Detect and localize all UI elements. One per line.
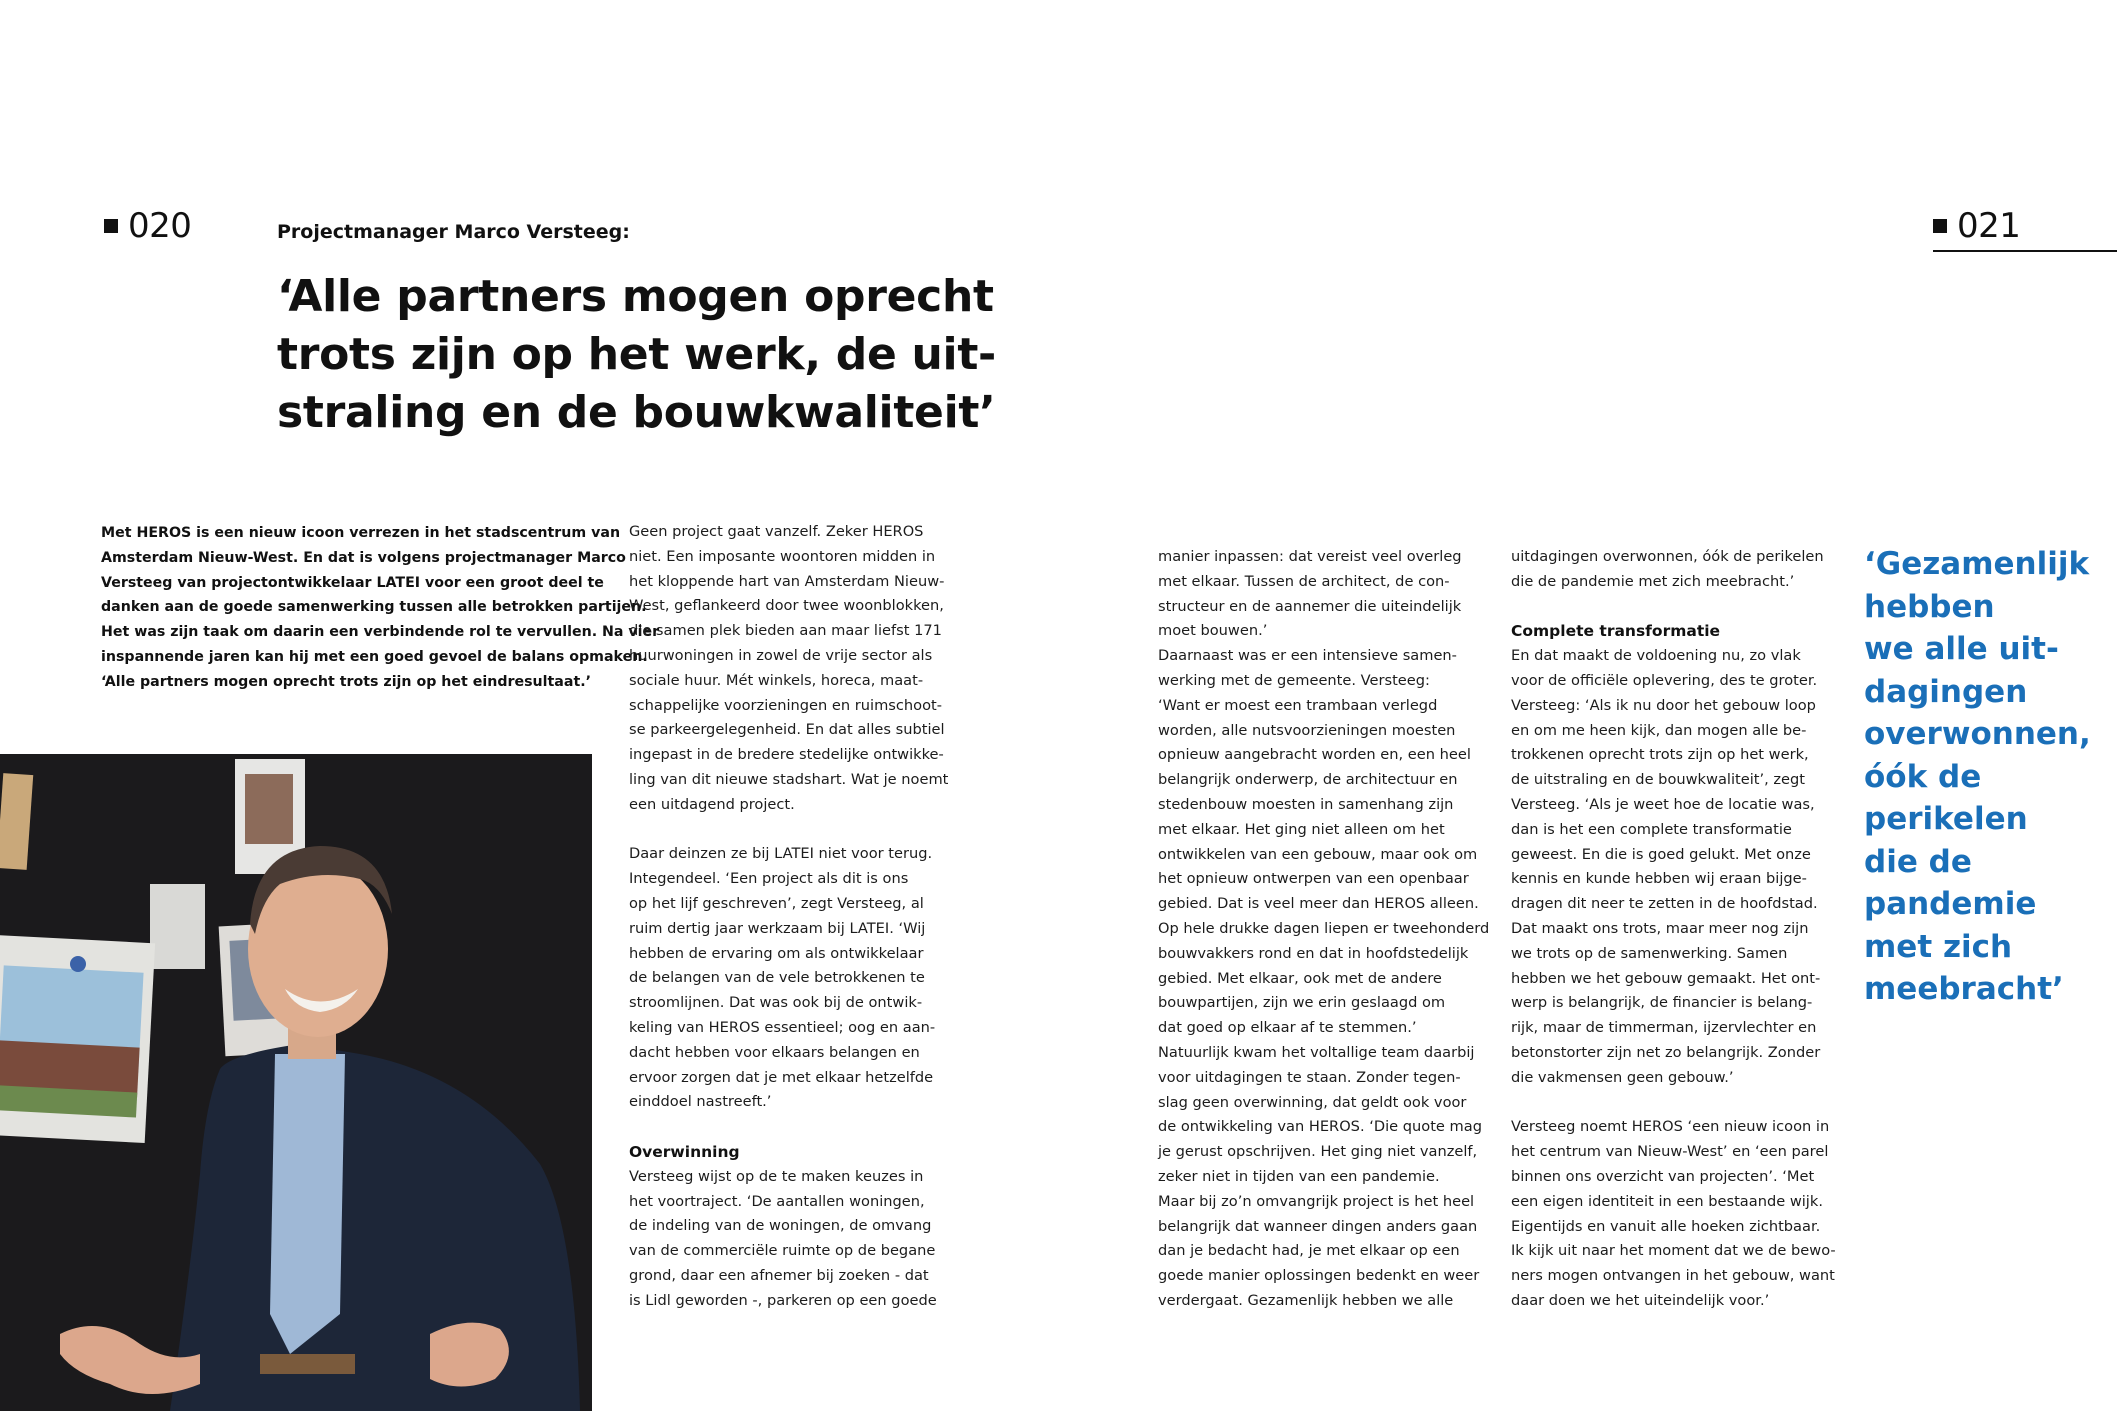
- body-line: die vakmensen geen gebouw.’: [1511, 1068, 1734, 1086]
- pull-quote-line: die de: [1864, 843, 1972, 880]
- headline: [277, 268, 996, 442]
- body-line: we trots op de samenwerking. Samen: [1511, 944, 1788, 962]
- body-line: een uitdagend project.: [629, 795, 795, 813]
- body-line: goede manier oplossingen bedenkt en weer: [1158, 1267, 1480, 1285]
- body-line: je gerust opschrijven. Het ging niet vanzelf,: [1158, 1143, 1478, 1161]
- header-rule: [1933, 250, 2117, 252]
- body-line: gebied. Met elkaar, ook met de andere: [1158, 969, 1442, 987]
- body-line: Geen project gaat vanzelf. Zeker HEROS: [629, 523, 924, 540]
- page-number-marker: [1933, 219, 1947, 233]
- body-line: de belangen van de vele betrokkenen te: [629, 969, 925, 987]
- body-line: hebben we het gebouw gemaakt. Het ont-: [1511, 969, 1821, 987]
- body-line: hebben de ervaring om als ontwikkelaar: [629, 944, 924, 962]
- body-line: Ik kijk uit naar het moment dat we de bewo-: [1511, 1242, 1836, 1260]
- body-line: dan je bedacht had, je met elkaar op een: [1158, 1242, 1460, 1260]
- body-line: het centrum van Nieuw-West’ en ‘een parel: [1511, 1143, 1829, 1161]
- paragraph-gap: [629, 818, 948, 843]
- pull-quote-line: pandemie: [1864, 886, 2037, 922]
- paragraph-gap: [1511, 1091, 1836, 1116]
- pull-quote-line: overwonnen,: [1864, 716, 2091, 752]
- page-number-left: [104, 206, 191, 246]
- body-line: en om me heen kijk, dan mogen alle be-: [1511, 721, 1807, 739]
- body-line: bouwpartijen, zijn we erin geslaagd om: [1158, 994, 1446, 1012]
- pull-quote-line: met zich: [1864, 928, 2013, 965]
- body-line: worden, alle nutsvoorzieningen moesten: [1158, 721, 1456, 739]
- body-line: verdergaat. Gezamenlijk hebben we alle: [1158, 1291, 1454, 1309]
- body-line: met elkaar. Het ging niet alleen om het: [1158, 820, 1445, 838]
- body-line: Natuurlijk kwam het voltallige team daarbij: [1158, 1043, 1475, 1061]
- portrait-illustration: [0, 754, 592, 1411]
- intro-line: Amsterdam Nieuw-West. En dat is volgens projectmanager Marco: [101, 549, 626, 566]
- body-line: huurwoningen in zowel de vrije sector als: [629, 646, 933, 664]
- body-line: keling van HEROS essentieel; oog en aan-: [629, 1018, 936, 1036]
- body-line: ruim dertig jaar werkzaam bij LATEI. ‘Wij: [629, 919, 926, 937]
- body-line: het opnieuw ontwerpen van een openbaar: [1158, 870, 1469, 888]
- body-line: ners mogen ontvangen in het gebouw, want: [1511, 1267, 1835, 1285]
- body-line: structeur en de aannemer die uiteindelijk: [1158, 597, 1462, 615]
- headline-line: trots zijn op het werk, de uit-: [277, 329, 997, 380]
- page-number-left-text: 020: [128, 206, 192, 246]
- headline-line: ‘Alle partners mogen oprecht: [277, 271, 994, 322]
- body-line: se parkeergelegenheid. En dat alles subtiel: [629, 721, 945, 739]
- body-line: dragen dit neer te zetten in de hoofdstad.: [1511, 895, 1818, 913]
- paragraph-gap: [629, 1115, 948, 1140]
- body-line: En dat maakt de voldoening nu, zo vlak: [1511, 647, 1801, 665]
- section-heading: Overwinning: [629, 1142, 740, 1161]
- body-line: manier inpassen: dat vereist veel overleg: [1158, 548, 1462, 565]
- page-number-right-text: 021: [1957, 206, 2021, 246]
- body-line: Versteeg. ‘Als je weet hoe de locatie was,: [1511, 795, 1815, 813]
- body-line: grond, daar een afnemer bij zoeken - dat: [629, 1266, 929, 1284]
- body-line: zeker niet in tijden van een pandemie.: [1158, 1167, 1440, 1185]
- body-line: opnieuw aangebracht worden en, een heel: [1158, 746, 1471, 764]
- pull-quote-line: ‘Gezamenlijk: [1864, 546, 2090, 582]
- body-line: die de pandemie met zich meebracht.’: [1511, 572, 1795, 590]
- kicker: Projectmanager Marco Versteeg:: [277, 221, 630, 243]
- pull-quote-line: óók de: [1864, 758, 1982, 795]
- body-line: uitdagingen overwonnen, óók de perikelen: [1511, 548, 1824, 565]
- pull-quote: [1864, 543, 2091, 1011]
- body-line: Versteeg noemt HEROS ‘een nieuw icoon in: [1511, 1118, 1830, 1136]
- body-line: Versteeg: ‘Als ik nu door het gebouw loop: [1511, 696, 1816, 714]
- body-line: een eigen identiteit in een bestaande wijk.: [1511, 1192, 1823, 1210]
- text-column-3: [1511, 545, 1836, 1314]
- intro-line: ‘Alle partners mogen oprecht trots zijn op het eindresultaat.’: [101, 673, 592, 690]
- body-line: van de commerciële ruimte op de begane: [629, 1242, 936, 1260]
- intro-line: inspannende jaren kan hij met een goed gevoel de balans opmaken.: [101, 648, 648, 665]
- body-line: de uitstraling en de bouwkwaliteit’, zegt: [1511, 771, 1806, 789]
- body-line: niet. Een imposante woontoren midden in: [629, 547, 936, 565]
- page-number-marker: [104, 219, 118, 233]
- body-line: slag geen overwinning, dat geldt ook voor: [1158, 1093, 1467, 1111]
- body-line: Daar deinzen ze bij LATEI niet voor terug.: [629, 845, 933, 863]
- body-line: stedenbouw moesten in samenhang zijn: [1158, 795, 1454, 813]
- body-line: dan is het een complete transformatie: [1511, 820, 1792, 838]
- body-line: dat goed op elkaar af te stemmen.’: [1158, 1019, 1417, 1037]
- pull-quote-line: we alle uit-: [1864, 631, 2059, 667]
- body-line: op het lijf geschreven’, zegt Versteeg, al: [629, 894, 924, 912]
- body-line: de indeling van de woningen, de omvang: [629, 1217, 932, 1235]
- body-line: de ontwikkeling van HEROS. ‘Die quote mag: [1158, 1118, 1482, 1136]
- body-line: rijk, maar de timmerman, ijzervlechter en: [1511, 1019, 1817, 1037]
- text-column-1: [629, 520, 948, 1314]
- body-line: werp is belangrijk, de financier is belang-: [1511, 994, 1813, 1012]
- intro-line: Het was zijn taak om daarin een verbindende rol te vervullen. Na vier: [101, 624, 660, 641]
- body-line: West, geflankeerd door twee woonblokken,: [629, 597, 944, 615]
- paragraph-gap: [1511, 595, 1836, 620]
- intro-paragraph: [101, 521, 659, 695]
- headline-line: straling en de bouwkwaliteit’: [277, 387, 996, 438]
- body-line: die samen plek bieden aan maar liefst 171: [629, 622, 942, 640]
- body-line: trokkenen oprecht trots zijn op het werk,: [1511, 746, 1809, 764]
- body-line: ontwikkelen van een gebouw, maar ook om: [1158, 845, 1478, 863]
- body-line: stroomlijnen. Dat was ook bij de ontwik-: [629, 994, 923, 1012]
- intro-line: Versteeg van projectontwikkelaar LATEI voor een groot deel te: [101, 574, 604, 591]
- page-number-right: [1933, 206, 2020, 246]
- body-line: betonstorter zijn net zo belangrijk. Zonder: [1511, 1043, 1821, 1061]
- body-line: werking met de gemeente. Versteeg:: [1158, 671, 1430, 689]
- body-line: kennis en kunde hebben wij eraan bijge-: [1511, 870, 1807, 888]
- body-line: daar doen we het uiteindelijk voor.’: [1511, 1291, 1770, 1309]
- pull-quote-line: dagingen: [1864, 673, 2028, 710]
- intro-line: danken aan de goede samenwerking tussen alle betrokken partijen.: [101, 599, 647, 616]
- body-line: het kloppende hart van Amsterdam Nieuw-: [629, 572, 945, 590]
- body-line: schappelijke voorzieningen en ruimschoot-: [629, 696, 943, 714]
- body-line: Versteeg wijst op de te maken keuzes in: [629, 1167, 924, 1185]
- text-column-2: [1158, 545, 1489, 1314]
- body-line: het voortraject. ‘De aantallen woningen,: [629, 1192, 925, 1210]
- body-line: einddoel nastreeft.’: [629, 1093, 772, 1111]
- body-line: ervoor zorgen dat je met elkaar hetzelfde: [629, 1068, 934, 1086]
- body-line: is Lidl geworden -, parkeren op een goede: [629, 1291, 937, 1309]
- body-line: ling van dit nieuwe stadshart. Wat je noemt: [629, 770, 949, 788]
- body-line: sociale huur. Mét winkels, horeca, maat-: [629, 671, 924, 689]
- body-line: voor uitdagingen te staan. Zonder tegen-: [1158, 1068, 1461, 1086]
- body-line: bouwvakkers rond en dat in hoofdstedelijk: [1158, 944, 1469, 962]
- portrait-photo: [0, 754, 592, 1411]
- body-line: binnen ons overzicht van projecten’. ‘Met: [1511, 1167, 1815, 1185]
- body-line: Daarnaast was er een intensieve samen-: [1158, 647, 1457, 665]
- pull-quote-line: perikelen: [1864, 801, 2028, 837]
- body-line: Maar bij zo’n omvangrijk project is het heel: [1158, 1192, 1475, 1210]
- body-line: belangrijk onderwerp, de architectuur en: [1158, 771, 1458, 789]
- pull-quote-line: hebben: [1864, 588, 1995, 625]
- body-line: moet bouwen.’: [1158, 622, 1268, 640]
- body-line: gebied. Dat is veel meer dan HEROS alleen.: [1158, 895, 1479, 913]
- body-line: ‘Want er moest een trambaan verlegd: [1158, 696, 1438, 714]
- body-line: dacht hebben voor elkaars belangen en: [629, 1043, 920, 1061]
- body-line: Dat maakt ons trots, maar meer nog zijn: [1511, 919, 1809, 937]
- body-line: Op hele drukke dagen liepen er tweehonderd: [1158, 919, 1490, 937]
- body-line: voor de officiële oplevering, des te groter.: [1511, 671, 1818, 689]
- body-line: ingepast in de bredere stedelijke ontwikke-: [629, 746, 944, 764]
- body-line: Eigentijds en vanuit alle hoeken zichtbaar.: [1511, 1217, 1821, 1235]
- intro-line: Met HEROS is een nieuw icoon verrezen in het stadscentrum van: [101, 525, 621, 541]
- section-heading: Complete transformatie: [1511, 622, 1721, 641]
- body-line: Integendeel. ‘Een project als dit is ons: [629, 870, 909, 888]
- body-line: met elkaar. Tussen de architect, de con-: [1158, 572, 1450, 590]
- body-line: geweest. En die is goed gelukt. Met onze: [1511, 845, 1811, 863]
- body-line: belangrijk dat wanneer dingen anders gaan: [1158, 1217, 1478, 1235]
- pull-quote-line: meebracht’: [1864, 971, 2064, 1007]
